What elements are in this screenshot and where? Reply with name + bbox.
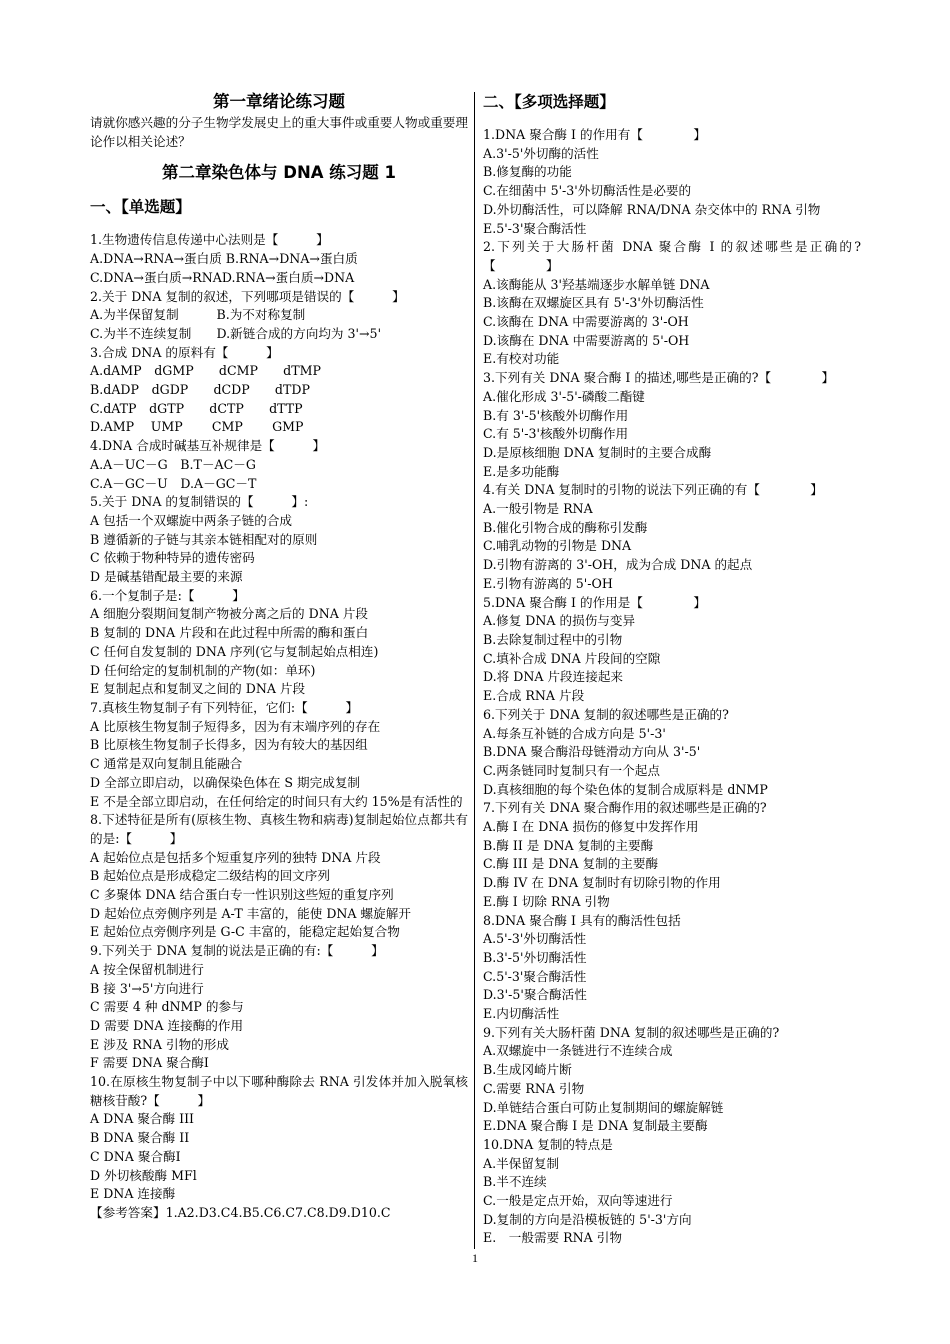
- question-line: C 需要 4 种 dNMP 的参与: [90, 999, 244, 1015]
- question-line: 7.真核生物复制子有下列特征，它们:【 】: [90, 699, 359, 715]
- question-line: E.引物有游离的 5'-OH: [483, 575, 613, 591]
- question-line: B.生成冈崎片断: [483, 1062, 572, 1078]
- question-line: B 复制的 DNA 片段和在此过程中所需的酶和蛋白: [90, 625, 369, 641]
- question-line: A 按全保留机制进行: [90, 961, 204, 977]
- question-line: A.一般引物是 RNA: [483, 501, 593, 517]
- question-line: C.有 5'-3'核酸外切酶作用: [483, 426, 629, 442]
- question-line: C.为半不连续复制 D.新链合成的方向均为 3'→5': [90, 325, 382, 341]
- question-line: A.A－UC－G B.T－AC－G: [90, 456, 256, 472]
- question-line: B 接 3'→5'方向进行: [90, 980, 204, 996]
- question-line: 1.生物遗传信息传递中心法则是【 】: [90, 232, 329, 248]
- question-line: C DNA 聚合酶Ⅰ: [90, 1148, 181, 1164]
- question-line: D 全部立即启动，以确保染色体在 S 期完成复制: [90, 774, 361, 790]
- question-line: 6.一个复制子是:【 】: [90, 587, 245, 603]
- question-line: E.5'-3'聚合酶活性: [483, 220, 587, 236]
- question-line: A.dAMP dGMP dCMP dTMP: [90, 363, 321, 379]
- question-line: 1.DNA 聚合酶 I 的作用有【 】: [483, 127, 706, 142]
- right-column: [483, 90, 861, 1248]
- question-line: A.每条互补链的合成方向是 5'-3': [483, 725, 666, 741]
- section-multiple-choice-heading: 二、【多项选择题】: [483, 93, 615, 111]
- question-line: B.该酶在双螺旋区具有 5'-3'外切酶活性: [483, 295, 704, 311]
- question-line: B.去除复制过程中的引物: [483, 631, 623, 647]
- question-line: A DNA 聚合酶 III: [90, 1111, 195, 1127]
- question-line: D.复制的方向是沿模板链的 5'-3'方向: [483, 1211, 692, 1227]
- question-line: B 起始位点是形成稳定二级结构的回文序列: [90, 868, 330, 884]
- question-line: D 任何给定的复制机制的产物(如：单环): [90, 662, 316, 678]
- chapter1-prompt: 请就你感兴趣的分子生物学发展史上的重大事件或重要人物或重要理论作以相关论述？: [90, 115, 468, 149]
- question-line: D.是原核细胞 DNA 复制时的主要合成酶: [483, 444, 712, 460]
- question-line: A 起始位点是包括多个短重复序列的独特 DNA 片段: [90, 849, 381, 865]
- question-line: D.单链结合蛋白可防止复制期间的螺旋解链: [483, 1099, 724, 1115]
- question-line: A.5'-3'外切酶活性: [483, 931, 587, 947]
- question-line: 10.DNA 复制的特点是: [483, 1136, 613, 1152]
- question-line: 4.有关 DNA 复制时的引物的说法下列正确的有【 】: [483, 482, 823, 498]
- question-line: D.3'-5'聚合酶活性: [483, 987, 587, 1003]
- question-line: B.修复酶的功能: [483, 164, 572, 180]
- question-line: D 需要 DNA 连接酶的作用: [90, 1017, 244, 1033]
- question-line: C.5'-3'聚合酶活性: [483, 968, 587, 984]
- question-line: B.有 3'-5'核酸外切酶作用: [483, 407, 629, 423]
- question-line: 6.下列关于 DNA 复制的叙述哪些是正确的?: [483, 706, 729, 722]
- question-line: 10.在原核生物复制子中以下哪种酶除去 RNA 引发体并加入脱氧核糖核苷酸?【 】: [90, 1074, 468, 1108]
- question-line: D.该酶在 DNA 中需要游离的 5'-OH: [483, 332, 690, 348]
- question-line: C.在细菌中 5'-3'外切酶活性是必要的: [483, 183, 692, 199]
- question-line: 8.DNA 聚合酶 I 具有的酶活性包括: [483, 912, 681, 928]
- question-line: E 涉及 RNA 引物的形成: [90, 1036, 229, 1052]
- question-line: C.酶 III 是 DNA 复制的主要酶: [483, 856, 659, 872]
- question-line: A 细胞分裂期间复制产物被分离之后的 DNA 片段: [90, 606, 369, 622]
- question-line: A.DNA→RNA→蛋白质 B.RNA→DNA→蛋白质: [90, 251, 358, 267]
- question-line: E DNA 连接酶: [90, 1186, 176, 1202]
- question-line: B.半不连续: [483, 1174, 547, 1190]
- question-line: D.真核细胞的每个染色体的复制合成原料是 dNMP: [483, 781, 768, 797]
- question-line: C.A－GC－U D.A－GC－T: [90, 475, 257, 491]
- chapter2-title: 第二章染色体与 DNA 练习题 1: [162, 163, 396, 183]
- question-line: 2.关于 DNA 复制的叙述，下列哪项是错误的【 】: [90, 288, 405, 304]
- question-line: B.3'-5'外切酶活性: [483, 949, 587, 965]
- question-line: 5.关于 DNA 的复制错误的【 】:: [90, 494, 309, 510]
- question-line: C 任何自发复制的 DNA 序列(它与复制起始点相连): [90, 643, 379, 659]
- single-choice-questions: [90, 231, 468, 1222]
- question-line: E 复制起点和复制叉之间的 DNA 片段: [90, 681, 306, 697]
- question-line: 7.下列有关 DNA 聚合酶作用的叙述哪些是正确的?: [483, 800, 767, 816]
- question-line: A.酶 I 在 DNA 损伤的修复中发挥作用: [483, 819, 699, 835]
- question-line: C 多聚体 DNA 结合蛋白专一性识别这些短的重复序列: [90, 887, 394, 903]
- question-line: 9.下列关于 DNA 复制的说法是正确的有:【 】: [90, 943, 384, 959]
- question-line: D 外切核酸酶 MFl: [90, 1167, 197, 1183]
- question-line: C.DNA→蛋白质→RNAD.RNA→蛋白质→DNA: [90, 269, 355, 285]
- question-line: 3.下列有关 DNA 聚合酶 I 的描述,哪些是正确的?【 】: [483, 370, 835, 386]
- question-line: C.一般是定点开始，双向等速进行: [483, 1193, 673, 1209]
- question-line: 9.下列有关大肠杆菌 DNA 复制的叙述哪些是正确的?: [483, 1024, 780, 1040]
- question-line: D.酶 IV 在 DNA 复制时有切除引物的作用: [483, 875, 721, 891]
- question-line: E 不是全部立即启动，在任何给定的时间只有大约 15%是有活性的: [90, 793, 463, 809]
- multiple-choice-questions: [483, 126, 861, 1248]
- question-line: B 遵循新的子链与其亲本链相配对的原则: [90, 531, 318, 547]
- question-line: E 起始位点旁侧序列是 G-C 丰富的，能稳定起始复合物: [90, 924, 400, 940]
- section-single-choice-heading: 一、【单选题】: [90, 198, 191, 217]
- question-line: 8.下述特征是所有(原核生物、真核生物和病毒)复制起始位点都共有的是:【 】: [90, 812, 468, 846]
- question-line: B.dADP dGDP dCDP dTDP: [90, 382, 310, 398]
- question-line: D.外切酶活性，可以降解 RNA/DNA 杂交体中的 RNA 引物: [483, 201, 821, 217]
- question-line: C 依赖于物种特异的遗传密码: [90, 550, 255, 566]
- question-line: B.催化引物合成的酶称引发酶: [483, 519, 648, 535]
- question-line: E. 一般需要 RNA 引物: [483, 1230, 622, 1246]
- question-line: 【参考答案】1.A2.D3.C4.B5.C6.C7.C8.D9.D10.C: [90, 1204, 391, 1220]
- question-line: B.DNA 聚合酶沿母链滑动方向从 3'-5': [483, 744, 701, 760]
- question-line: C.需要 RNA 引物: [483, 1080, 585, 1096]
- question-line: A.3'-5'外切酶的活性: [483, 145, 599, 161]
- question-line: B DNA 聚合酶 II: [90, 1130, 190, 1146]
- question-line: 5.DNA 聚合酶 I 的作用是【 】: [483, 594, 706, 610]
- question-line: B.酶 II 是 DNA 复制的主要酶: [483, 837, 654, 853]
- question-line: A.半保留复制: [483, 1155, 560, 1171]
- question-line: A.为半保留复制 B.为不对称复制: [90, 307, 306, 323]
- question-line: C.dATP dGTP dCTP dTTP: [90, 400, 303, 416]
- question-line: A.修复 DNA 的损伤与变异: [483, 613, 636, 629]
- column-divider: [474, 92, 475, 1249]
- question-line: D.AMP UMP CMP GMP: [90, 419, 304, 435]
- question-line: D.引物有游离的 3'-OH，成为合成 DNA 的起点: [483, 557, 753, 573]
- question-line: D 是碱基错配最主要的来源: [90, 569, 243, 585]
- question-line: E.DNA 聚合酶 I 是 DNA 复制最主要酶: [483, 1118, 708, 1134]
- question-line: D 起始位点旁侧序列是 A-T 丰富的，能使 DNA 螺旋解开: [90, 905, 411, 921]
- question-line: D.将 DNA 片段连接起来: [483, 669, 624, 685]
- question-line: C.该酶在 DNA 中需要游离的 3'-OH: [483, 314, 689, 330]
- question-line: A.双螺旋中一条链进行不连续合成: [483, 1043, 673, 1059]
- question-line: 4.DNA 合成时碱基互补规律是【 】: [90, 438, 326, 454]
- question-line: 2.下列关于大肠杆菌 DNA 聚合酶 I 的叙述哪些是正确的?【 】: [483, 239, 861, 273]
- question-line: A.该酶能从 3'羟基端逐步水解单链 DNA: [483, 276, 710, 292]
- question-line: E.是多功能酶: [483, 463, 560, 479]
- question-line: C.哺乳动物的引物是 DNA: [483, 538, 632, 554]
- question-line: A.催化形成 3'-5'-磷酸二酯键: [483, 388, 645, 404]
- question-line: E.有校对功能: [483, 351, 560, 367]
- left-column: [90, 90, 468, 1223]
- question-line: A 包括一个双螺旋中两条子链的合成: [90, 512, 293, 528]
- question-line: E.酶 I 切除 RNA 引物: [483, 893, 610, 909]
- question-line: C.两条链同时复制只有一个起点: [483, 762, 660, 778]
- question-line: E.内切酶活性: [483, 1006, 560, 1022]
- chapter1-title: 第一章绪论练习题: [213, 92, 345, 111]
- question-line: F 需要 DNA 聚合酶Ⅰ: [90, 1055, 209, 1071]
- question-line: B 比原核生物复制子长得多，因为有较大的基因组: [90, 737, 368, 753]
- question-line: 3.合成 DNA 的原料有【 】: [90, 344, 279, 360]
- question-line: C.填补合成 DNA 片段间的空隙: [483, 650, 661, 666]
- question-line: E.合成 RNA 片段: [483, 688, 585, 704]
- page-number: 1: [472, 1251, 478, 1265]
- question-line: C 通常是双向复制且能融合: [90, 756, 243, 772]
- question-line: A 比原核生物复制子短得多，因为有末端序列的存在: [90, 718, 381, 734]
